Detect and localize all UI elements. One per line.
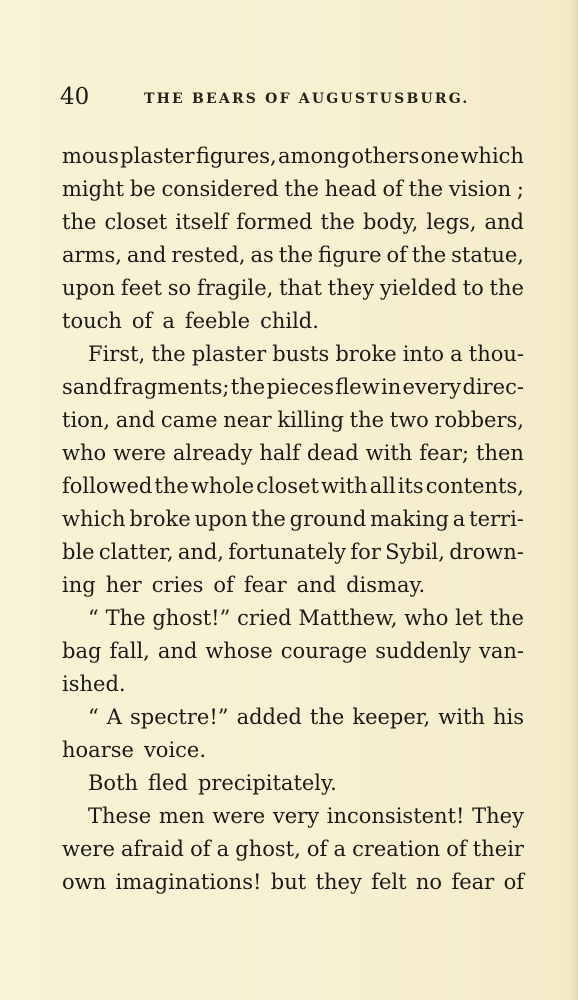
- text-line: bag fall, and whose courage suddenly van-: [62, 639, 524, 663]
- text-line: followed the whole closet with all its contents,: [62, 474, 524, 498]
- text-line: hoarse voice.: [62, 738, 207, 762]
- page-edge-shadow: [568, 0, 578, 1000]
- text-line: ing her cries of fear and dismay.: [62, 573, 426, 597]
- text-line: sand fragments; the pieces flew in every direc-: [62, 375, 524, 399]
- text-line: were afraid of a ghost, of a creation of their: [62, 837, 524, 861]
- text-line: Both fled precipitately.: [88, 771, 337, 795]
- running-title: THE BEARS OF AUGUSTUSBURG.: [144, 91, 470, 107]
- text-line: “ The ghost!” cried Matthew, who let the: [88, 606, 524, 630]
- text-line: which broke upon the ground making a terri-: [62, 507, 524, 531]
- text-line: ble clatter, and, fortunately for Sybil, drown-: [62, 540, 524, 564]
- page-header: [60, 82, 530, 112]
- text-line: “ A spectre!” added the keeper, with his: [88, 705, 524, 729]
- text-line: arms, and rested, as the figure of the statue,: [62, 243, 524, 267]
- text-line: These men were very inconsistent! They: [88, 804, 524, 828]
- text-line: First, the plaster busts broke into a thou-: [88, 342, 524, 366]
- text-line: who were already half dead with fear; then: [62, 441, 524, 465]
- text-line: touch of a feeble child.: [62, 309, 319, 333]
- text-line: the closet itself formed the body, legs, and: [62, 210, 524, 234]
- text-line: upon feet so fragile, that they yielded to the: [62, 276, 524, 300]
- body-text: [62, 140, 524, 899]
- text-line: tion, and came near killing the two robbers,: [62, 408, 524, 432]
- text-line: mous plaster figures, among others one which: [62, 144, 524, 168]
- page-number: 40: [60, 84, 90, 110]
- text-line: own imaginations! but they felt no fear of: [62, 870, 524, 894]
- text-line: might be considered the head of the vision ;: [62, 177, 524, 201]
- text-line: ished.: [62, 672, 126, 696]
